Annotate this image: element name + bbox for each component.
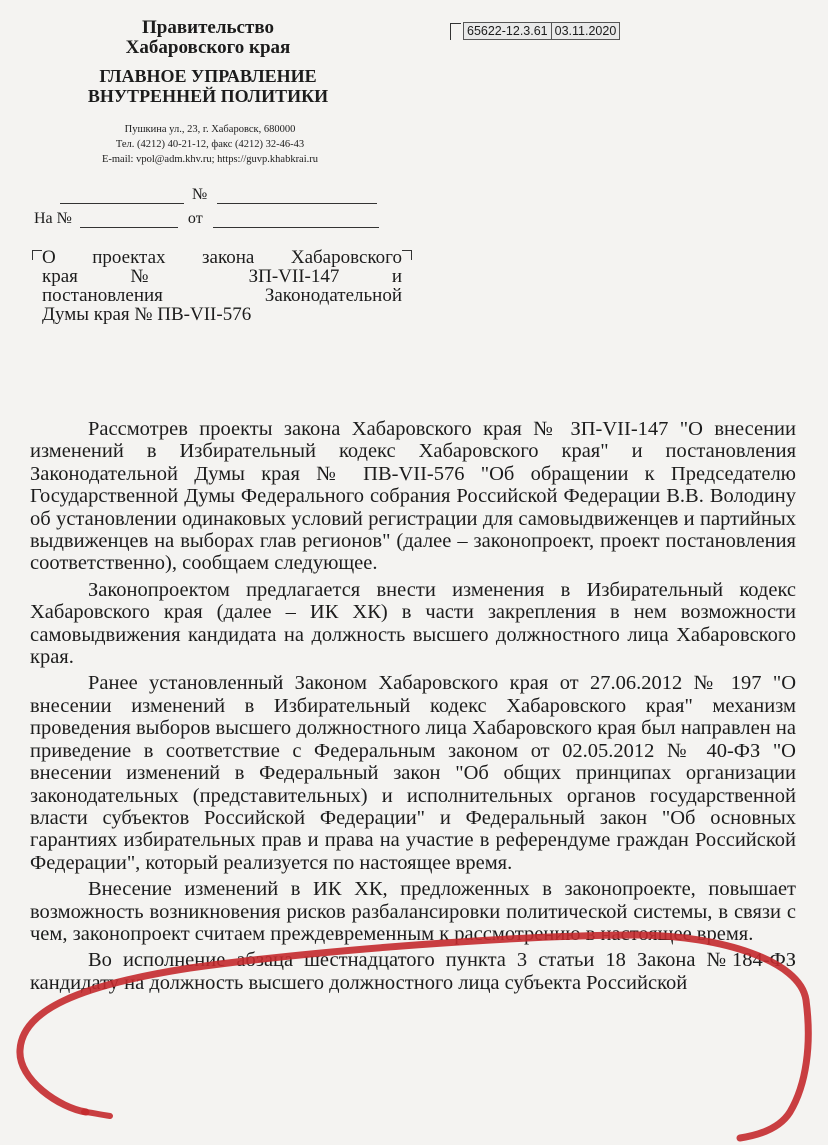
paragraph-3: Ранее установленный Законом Хабаровского края от 27.06.2012 № 197 "О внесении изменений в Избирательный кодекс Хабаровского края" механизм проведения выборов высшего должностного лица Хабаровского края был направлен на приведение в соответствие с Федеральным законом от 02.05.2012 № 40-ФЗ "О внесении изменений в Федеральный закон "Об общих принципах организации законодательных (представительных) и исполнительных органов государственной власти субъектов Российской Федерации" и Федеральный закон "Об основных гарантиях избирательных прав и права на участие в референдуме граждан Российской Федерации", который реализуется по настоящее время. <box>30 672 796 874</box>
subject-line-4: Думы края № ПВ-VII-576 <box>42 304 252 325</box>
incoming-reference-line <box>34 210 379 228</box>
paragraph-2: Законопроектом предлагается внести изменения в Избирательный кодекс Хабаровского края (далее – ИК ХК) в части закрепления в нем возможности самовыдвижения кандидата на должность высшего должностного лица Хабаровского края. <box>30 578 796 669</box>
department-line-1: ГЛАВНОЕ УПРАВЛЕНИЕ <box>99 66 317 86</box>
subject-corner-left <box>32 250 42 260</box>
government-line-2: Хабаровского края <box>125 37 291 58</box>
paragraph-1: Рассмотрев проекты закона Хабаровского края № ЗП-VII-147 "О внесении изменений в Избирательный кодекс Хабаровского края" и постановления Законодательной Думы края № ПВ-VII-576 "Об обращении к Председателю Государственной Думы Федерального собрания Российской Федерации В.В. Володину об установлении одинаковых условий регистрации для самовыдвиженцев и партийных выдвиженцев на выборах глав регионов" (далее – законопроект, проект постановления соответственно), сообщаем следующее. <box>30 418 796 575</box>
subject-corner-right <box>402 250 412 260</box>
registration-stamp <box>450 22 620 40</box>
incoming-number-blank <box>80 213 178 228</box>
outgoing-number-blank <box>217 189 377 204</box>
stamp-date: 03.11.2020 <box>552 22 621 40</box>
phone: Тел. (4212) 40-21-12, факс (4212) 32-46-43 <box>115 139 305 150</box>
contact-block <box>76 122 344 167</box>
outgoing-number-line <box>60 186 377 204</box>
paragraph-4-highlighted: Внесение изменений в ИК ХК, предложенных в законопроекте, повышает возможность возникновения рисков разбалансировки политической системы, в связи с чем, законопроект считаем преждевременным к рассмотрению в настоящее время. <box>30 878 796 945</box>
subject-line-2: края № ЗП-VII-147 и <box>42 266 402 287</box>
stamp-number: 65622-12.3.61 <box>463 22 552 40</box>
government-line-1: Правительство <box>142 17 274 38</box>
number-sign: № <box>192 186 208 203</box>
subject-line-3: постановления Законодательной <box>42 285 402 306</box>
on-number-label: На № <box>34 210 72 227</box>
stamp-corner-mark <box>450 23 461 40</box>
address: Пушкина ул., 23, г. Хабаровск, 680000 <box>124 124 296 135</box>
from-label: от <box>187 210 203 227</box>
marker-underline <box>84 1112 110 1116</box>
outgoing-date-blank <box>60 189 184 204</box>
email: E-mail: vpol@adm.khv.ru; https://guvp.khabkrai.ru <box>101 154 319 165</box>
subject-line-1: О проектах закона Хабаровского <box>42 247 402 268</box>
paragraph-5: Во исполнение абзаца шестнадцатого пункта 3 статьи 18 Закона №184-ФЗ кандидату на должность высшего должностного лица субъекта Российской <box>30 949 796 994</box>
organization-name <box>78 18 338 106</box>
incoming-date-blank <box>213 213 379 228</box>
letter-body <box>30 418 796 998</box>
department-line-2: ВНУТРЕННЕЙ ПОЛИТИКИ <box>87 86 329 106</box>
